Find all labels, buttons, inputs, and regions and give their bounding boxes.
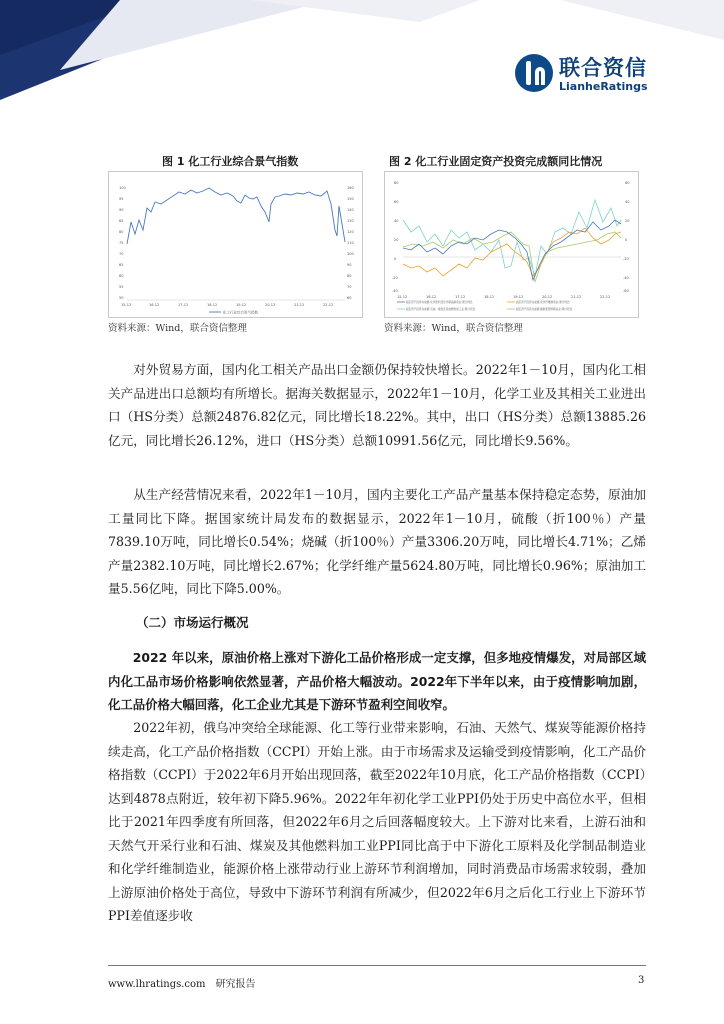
paragraph-production: 从生产经营情况来看，2022年1－10月，国内主要化工产品产量基本保持稳定态势，原油加工量同比下降。据国家统计局发布的数据显示，2022年1－10月，硫酸（折100％）产量7839.10万吨，同比增长0.54%；烧碱（折100％）产量3306.20万吨，同比增长4.71%；乙烯产量2382.10万吨，同比增长2.67%；化学纤维产量5624.80万吨，同比增长0.96%；原油加工量5.56亿吨，同比下降5.00%。 (108, 487, 646, 596)
f2-x-tick: 16-12 (426, 295, 437, 299)
f2-left-tick: 60 (394, 200, 399, 204)
figure-2-title: 图 2 化工行业固定资产投资完成额同比情况 (389, 155, 603, 168)
f2-series-chemical-raw (403, 220, 621, 280)
f2-legend-4: 固定资产投资完成额:橡胶和塑料制品业:累计同比 (516, 308, 573, 311)
paragraph-prices: 2022年初，俄乌冲突给全球能源、化工等行业带来影响，石油、天然气、煤炭等能源价格持续走高，化工产品价格指数（CCPI）开始上涨。由于市场需求及运输受到疫情影响，化工产品价格指数（CCPI）于2022年6月开始出现回落，截至2022年10月底，化工产品价格指数（CCPI）达到4878点附近，较年初下降5.96%。2022年年初化学工业PPI仍处于历史中高位水平，但相比于2021年四季度有所回落，但2022年6月之后回落幅度较大。上下游对比来看，上游石油和天然气开采行业和石油、煤炭及其他燃料加工业PPI同比高于中下游化工原料及化学制品制造业和化学纤维制造业，能源价格上涨带动行业上游环节利润增加，同时消费品市场需求较弱，叠加上游原油价格处于高位，导致中下游环节利润有所减少，但2022年6月之后化工行业上下游环节PPI差值逐步收 (108, 720, 646, 923)
paragraph-summary: 2022 年以来，原油价格上涨对下游化工品价格形成一定支撑，但多地疫情爆发，对局部区域内化工品市场价格影响依然显著，产品价格大幅波动。2022年下半年以来，由于疫情影响加剧，化工品价格大幅回落，化工企业尤其是下游环节盈利空间收窄。 (108, 650, 646, 712)
f2-legend-2: 固定资产投资完成额:化学纤维制造业:累计同比 (516, 301, 570, 304)
figure-2-source: 资料来源：Wind，联合资信整理 (384, 323, 523, 334)
figure-1-title: 图 1 化工行业综合景气指数 (162, 155, 299, 168)
f2-x-tick: 21-12 (571, 295, 582, 299)
f1-x-tick: 20-12 (265, 303, 276, 307)
f1-right-tick: 160 (347, 186, 354, 190)
footer-divider (108, 965, 646, 966)
f1-right-tick: 90 (347, 263, 352, 267)
f2-legend-3: 固定资产投资完成额:石油、煤炭及其他燃料加工业:累计同比 (406, 308, 476, 311)
f1-x-tick: 15-12 (121, 303, 132, 307)
f1-left-tick: 90 (119, 208, 124, 212)
f1-left-tick: 100 (119, 186, 126, 190)
logo-en-text: LianheRatings (559, 80, 648, 93)
f2-right-tick: -40 (623, 276, 629, 280)
figure-2-chart (384, 171, 639, 318)
f1-left-tick: 95 (119, 197, 124, 201)
f2-x-tick: 18-12 (484, 295, 495, 299)
logo-cn-text: 联合资信 (559, 56, 647, 80)
f1-left-tick: 75 (119, 241, 124, 245)
f2-x-tick: 17-12 (455, 295, 466, 299)
f1-x-tick: 21-12 (294, 303, 305, 307)
f1-right-tick: 80 (347, 274, 352, 278)
f2-right-tick: -60 (623, 289, 629, 293)
figure-1-chart (108, 171, 363, 318)
f2-left-tick: -40 (392, 289, 398, 293)
f2-right-tick: 0 (625, 238, 628, 242)
footer-website: www.lhratings.com 研究报告 (108, 979, 256, 990)
f1-x-tick: 17-12 (178, 303, 189, 307)
f1-left-tick: 70 (119, 252, 124, 256)
f2-right-tick: 20 (625, 219, 630, 223)
f2-x-tick: 15-12 (397, 295, 408, 299)
f1-left-tick: 80 (119, 230, 124, 234)
f1-right-tick: 110 (347, 241, 354, 245)
section-heading: （二）市场运行概况 (136, 615, 249, 630)
f1-right-tick: 100 (347, 252, 354, 256)
f1-left-tick: 60 (119, 274, 124, 278)
f1-x-tick: 19-12 (236, 303, 247, 307)
f1-left-tick: 50 (119, 296, 124, 300)
f2-left-tick: 20 (394, 238, 399, 242)
f1-right-tick: 120 (347, 230, 354, 234)
f1-right-tick: 60 (347, 296, 352, 300)
f1-x-tick: 22-12 (323, 303, 334, 307)
f2-x-tick: 20-12 (542, 295, 553, 299)
f1-right-tick: 150 (347, 197, 354, 201)
f2-right-tick: 40 (625, 200, 630, 204)
f1-left-tick: 85 (119, 219, 124, 223)
f2-left-tick: -20 (392, 276, 398, 280)
f2-series-chemical-fiber (403, 200, 621, 276)
f1-right-tick: 140 (347, 208, 354, 212)
f1-left-tick: 55 (119, 285, 124, 289)
f1-x-tick: 18-12 (207, 303, 218, 307)
f2-right-tick: 60 (625, 181, 630, 185)
figure-1-source: 资料来源：Wind，联合资信整理 (108, 323, 247, 334)
f1-legend: 化工行业综合景气指数 (223, 310, 258, 315)
f1-series-line (127, 188, 345, 244)
f1-left-tick: 65 (119, 263, 124, 267)
f1-right-tick: 130 (347, 219, 354, 223)
f2-right-tick: -20 (623, 257, 629, 261)
logo-mark-icon (515, 54, 553, 92)
f2-left-tick: 80 (394, 181, 399, 185)
f1-right-tick: 70 (347, 285, 352, 289)
company-logo (515, 52, 675, 98)
f2-left-tick: 40 (394, 219, 399, 223)
f2-left-tick: 0 (394, 257, 397, 261)
page-number: 3 (638, 975, 645, 986)
f2-x-tick: 19-12 (513, 295, 524, 299)
f1-x-tick: 16-12 (149, 303, 160, 307)
f2-legend-1: 固定资产投资完成额:化学原料及化学制品制造业:累计同比 (406, 301, 473, 304)
f2-x-tick: 22-12 (600, 295, 611, 299)
paragraph-trade: 对外贸易方面，国内化工相关产品出口金额仍保持较快增长。2022年1－10月，国内化工相关产品进出口总额均有所增长。据海关数据显示，2022年1－10月，化学工业及其相关工业进出口（HS分类）总额24876.82亿元，同比增长18.22%。其中，出口（HS分类）总额13885.26亿元，同比增长26.12%，进口（HS分类）总额10991.56亿元，同比增长9.56%。 (108, 362, 646, 448)
